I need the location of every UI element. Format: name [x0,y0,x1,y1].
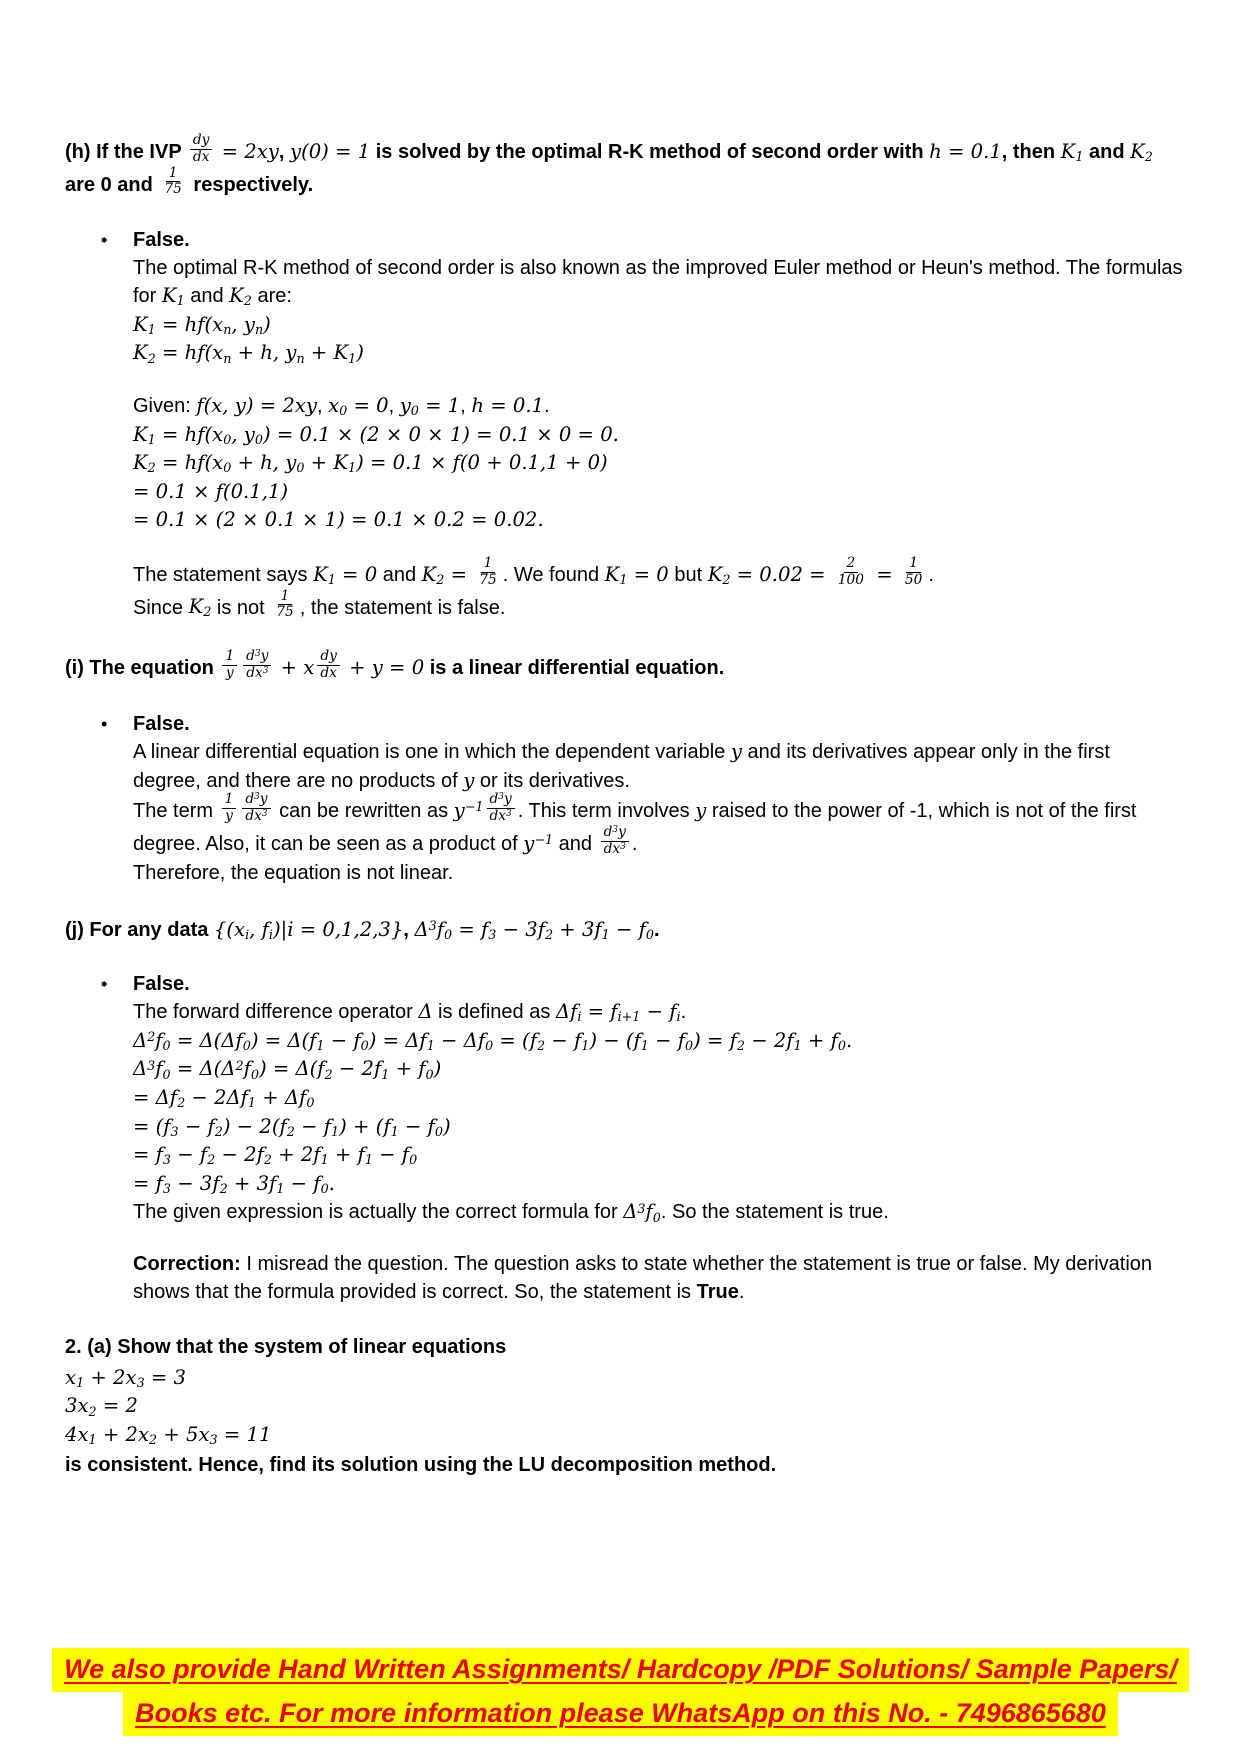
text-line: $K_1 = hf(x_n$, $y_n$) [133,312,271,339]
text-line: The given expression is actually the correct formula for $\Delta^3f_0$. So the statement is true. [133,1200,889,1226]
text-line: False. [133,972,190,995]
text-line: = 0.1 × (2 × 0.1 × 1) = 0.1 × 0.2 = 0.02. [133,508,544,532]
bullet-item [101,711,1183,888]
text-line: Correction: I misread the question. The question asks to state whether the statement is true or false. My derivation shows that the formula provided is correct. So, the statement is True. [133,1252,1153,1303]
text-line: $K_2 = hf(x_0 + h$, $y_0 + K_1) = 0.1 \times f(0 + 0.1,1 + 0)$ [133,451,608,477]
spacer [133,1227,1183,1251]
bullet-item [101,971,1183,1307]
text-line: Given: f(x, y) = 2xy, $x_0 = 0$, $y_0 = 1$, h = 0.1. [133,394,550,420]
spacer [133,535,1183,559]
text-line: = 0.1 × f(0.1,1) [133,479,289,503]
text-line: (i) The equation $\frac{1}{y}$ $\frac{d^3y}{dx^3}$ + x $\frac{dy}{dx}$ + y = 0 is a linear differential equation. [65,648,725,681]
text-line: $\Delta^3f_0 = \Delta(\Delta^2f_0) = \Delta(f_2 - 2f_1 + f_0)$ [133,1057,442,1083]
text-line: $K_1 = hf(x_0$, $y_0) = 0.1 \times (2 \times 0 \times 1) = 0.1 \times 0 = 0$. [133,422,619,448]
text-line: $3x_2 = 2$ [65,1394,138,1420]
spacer [133,368,1183,392]
section-heading [65,916,1183,945]
text-line: False. [133,712,190,735]
section-heading [65,1334,1183,1362]
bullet-body [133,711,1183,888]
section-heading [65,1452,1183,1480]
bullet-item [101,227,1183,624]
text-line: = $(f_3 - f_2) - 2(f_2 - f_1) + (f_1 - f_0)$ [133,1114,451,1140]
text-line: $K_2 = hf(x_n + h$, $y_n + K_1$) [133,341,364,367]
text-line: = $\Delta f_2 - 2\Delta f_1 + \Delta f_0$ [133,1086,315,1112]
text-line: 2. (a) Show that the system of linear equations [65,1336,507,1359]
text-line: $4x_1 + 2x_2 + 5x_3 = 11$ [65,1422,272,1449]
text-line: (h) If the IVP $\frac{dy}{dx}$ = 2xy, y(0) = 1 is solved by the optimal R-K method of second order with h = 0.1, then $K_1$ and $K_2$ are 0 and $\frac{1}{75}$ respectively. [65,132,1153,198]
text-line: Therefore, the equation is not linear. [133,862,454,885]
text-line: The optimal R-K method of second order is also known as the improved Euler method or Heun's method. The formulas for $K_1$ and $K_2$ are: [133,256,1183,310]
text-line: The term $\frac{1}{y}$ $\frac{d^3y}{dx^3}$ can be rewritten as $y^{-1}$ $\frac{d^3y}{dx^3}$ . This term involves y raised to the power of -1, which is not of the first degree. Also, it can be seen as a product of $y^{-1}$ and $\frac{d^3y}{dx^3}$ . [133,791,1137,857]
section-heading [65,132,1183,201]
footer-line-1: We also provide Hand Written Assignments/ Hardcopy /PDF Solutions/ Sample Papers/ [52,1648,1189,1692]
bullet-body [133,227,1183,624]
bullet-marker: • [101,230,108,251]
text-line: (j) For any data {($x_i$, $f_i)|i = 0,1,2,3$}, $\Delta^3f_0 = f_3 - 3f_2 + 3f_1 - f_0$. [65,918,660,944]
text-line: A linear differential equation is one in which the dependent variable y and its derivatives appear only in the first degree, and there are no products of y or its derivatives. [133,740,1110,792]
bullet-marker: • [101,713,108,734]
bullet-body [133,971,1183,1307]
document-content [65,132,1183,1479]
text-line: The statement says $K_1 = 0$ and $K_2$ = $\frac{1}{75}$ . We found $K_1 = 0$ but $K_2 = 0.02$ = $\frac{2}{100}$ = $\frac{1}{50}$ . [133,555,934,588]
footer-banner [0,1648,1241,1736]
footer-line-2: Books etc. For more information please WhatsApp on this No. - 7496865680 [123,1692,1118,1736]
bullet-marker: • [101,973,108,994]
text-line: = $f_3 - f_2 - 2f_2 + 2f_1 + f_1 - f_0$ [133,1143,418,1169]
text-line: False. [133,229,190,252]
text-line: = $f_3 - 3f_2 + 3f_1 - f_0$. [133,1171,335,1197]
section-heading [65,648,1183,685]
text-line: Since $K_2$ is not $\frac{1}{75}$ , the statement is false. [133,587,506,621]
text-line: $x_1 + 2x_3 = 3$ [65,1365,187,1391]
paragraph [65,1364,1183,1450]
text-line: is consistent. Hence, find its solution using the LU decomposition method. [65,1453,777,1476]
text-line: $\Delta^2f_0 = \Delta(\Delta f_0) = \Delta(f_1 - f_0) = \Delta f_1 - \Delta f_0 = (f_2 - f_1) - (f_1 - f_0) = f_2 - 2f_1 + f_0$. [133,1028,853,1054]
text-line: The forward difference operator Δ is defined as $\Delta f_i = f_{i+1} - f_i$. [133,1000,687,1026]
